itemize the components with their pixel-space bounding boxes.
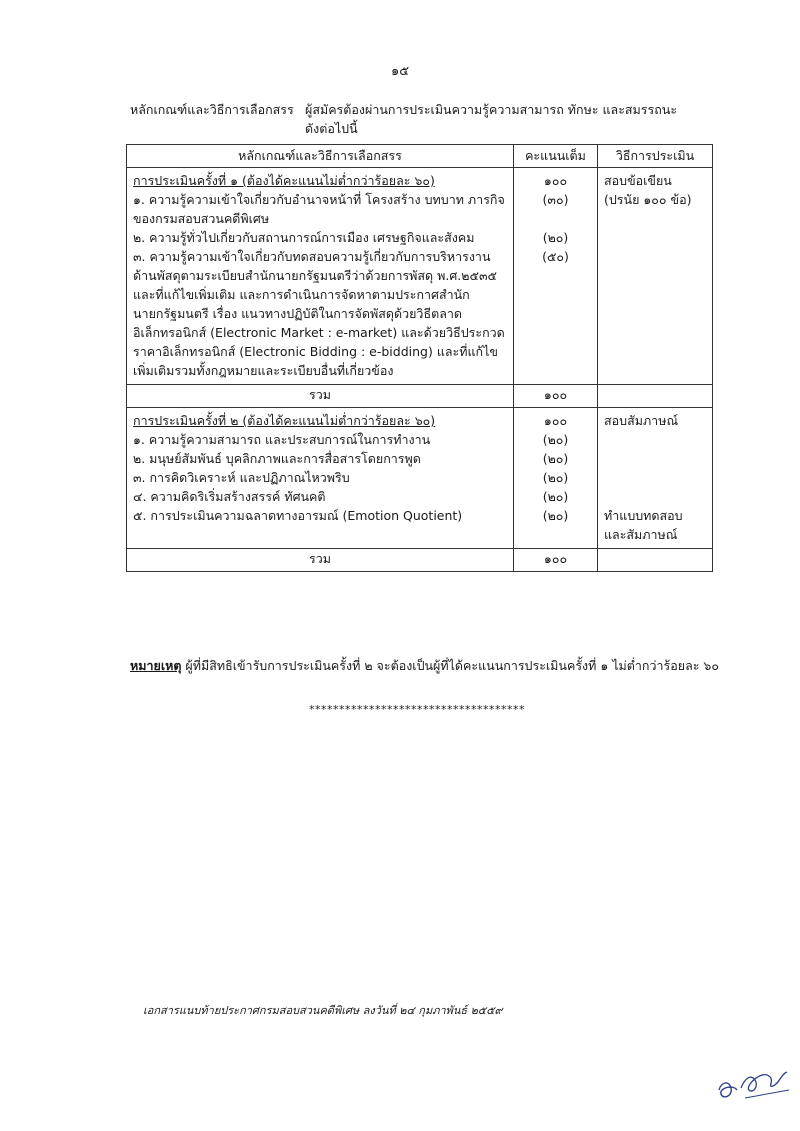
- header-criteria: หลักเกณฑ์และวิธีการเลือกสรร: [127, 145, 514, 168]
- round2-total-score: ๑๐๐: [514, 549, 598, 572]
- round2-criteria-cell: [127, 408, 514, 549]
- round1-row: [127, 168, 713, 385]
- round2-item-line: ๕. การประเมินความฉลาดทางอารมณ์ (Emotion Quotient): [133, 508, 463, 523]
- round2-score-cell: [514, 408, 598, 549]
- round2-item-spacer: [133, 525, 507, 544]
- round2-item-line: ๔. ความคิดริเริ่มสร้างสรรค์ ทัศนคติ: [133, 489, 326, 504]
- round1-item-line: ราคาอิเล็กทรอนิกส์ (Electronic Bidding : e-bidding) และที่แก้ไข: [133, 344, 498, 359]
- round1-item-line: ๑. ความรู้ความเข้าใจเกี่ยวกับอำนาจหน้าที่ โครงสร้าง บทบาท ภารกิจ: [133, 192, 505, 207]
- round1-method: (ปรนัย ๑๐๐ ข้อ): [604, 192, 692, 207]
- round1-item-line: ของกรมสอบสวนคดีพิเศษ: [133, 211, 270, 226]
- footer-note: เอกสารแนบท้ายประกาศกรมสอบสวนคดีพิเศษ ลงวันที่ ๒๔ กุมภาพันธ์ ๒๕๕๙: [143, 1004, 503, 1017]
- round1-score: (๒๐): [542, 230, 569, 245]
- round1-item-line: ๒. ความรู้ทั่วไปเกี่ยวกับสถานการณ์การเมือง เศรษฐกิจและสังคม: [133, 230, 475, 245]
- criteria-intro-text: ผู้สมัครต้องผ่านการประเมินความรู้ความสามารถ ทักษะ และสมรรถนะดังต่อไปนี้: [305, 102, 678, 136]
- round1-item-line: อิเล็กทรอนิกส์ (Electronic Market : e-market) และด้วยวิธีประกวด: [133, 325, 505, 340]
- table-header-row: [127, 145, 713, 168]
- round1-score: ๑๐๐: [543, 173, 568, 188]
- criteria-intro-label: หลักเกณฑ์และวิธีการเลือกสรร: [130, 102, 294, 117]
- round2-method-cell: [598, 408, 713, 549]
- header-full-score: คะแนนเต็ม: [514, 145, 598, 168]
- round2-score: ๑๐๐: [543, 413, 568, 428]
- round2-score: (๒๐): [542, 451, 569, 466]
- round2-method: ทำแบบทดสอบ: [604, 508, 683, 523]
- round1-method-cell: [598, 168, 713, 385]
- round1-item-line: ๓. ความรู้ความเข้าใจเกี่ยวกับทดสอบความรู้เกี่ยวกับการบริหารงาน: [133, 249, 491, 264]
- round1-item-line: เพิ่มเติมรวมทั้งกฎหมายและระเบียบอื่นที่เกี่ยวข้อง: [133, 363, 394, 378]
- round2-total-label: รวม: [127, 549, 514, 572]
- remark-label: หมายเหตุ: [130, 658, 182, 673]
- signature-scribble: [715, 1060, 795, 1105]
- criteria-table: [126, 144, 713, 572]
- round1-heading: การประเมินครั้งที่ ๑ (ต้องได้คะแนนไม่ต่ำกว่าร้อยละ ๖๐): [133, 173, 435, 188]
- round1-item-line: นายกรัฐมนตรี เรื่อง แนวทางปฏิบัติในการจัดพัสดุด้วยวิธีตลาด: [133, 306, 462, 321]
- round1-score: [520, 209, 591, 228]
- round1-criteria-cell: [127, 168, 514, 385]
- round2-method-spacer: [604, 449, 706, 468]
- round2-method-spacer: [604, 468, 706, 487]
- round2-score: (๒๐): [542, 470, 569, 485]
- remark: [130, 656, 730, 676]
- round2-total-method: [598, 549, 713, 572]
- round2-method-spacer: [604, 487, 706, 506]
- round1-total-row: [127, 385, 713, 408]
- round1-method: สอบข้อเขียน: [604, 173, 672, 188]
- round2-item-line: ๒. มนุษย์สัมพันธ์ บุคลิกภาพและการสื่อสารโดยการพูด: [133, 451, 421, 466]
- round1-score: (๕๐): [542, 249, 569, 264]
- round2-method: สอบสัมภาษณ์: [604, 413, 679, 428]
- round2-item-line: ๓. การคิดวิเคราะห์ และปฏิภาณไหวพริบ: [133, 470, 350, 485]
- round1-item-line: และที่แก้ไขเพิ่มเติม และการดำเนินการจัดหาตามประกาศสำนัก: [133, 287, 470, 302]
- round2-score: (๒๐): [542, 432, 569, 447]
- round2-method-spacer: [604, 430, 706, 449]
- round1-score-cell: [514, 168, 598, 385]
- round2-item-line: ๑. ความรู้ความสามารถ และประสบการณ์ในการทำงาน: [133, 432, 431, 447]
- round2-heading: การประเมินครั้งที่ ๒ (ต้องได้คะแนนไม่ต่ำกว่าร้อยละ ๖๐): [133, 413, 436, 428]
- remark-text: ผู้ที่มีสิทธิเข้ารับการประเมินครั้งที่ ๒ จะต้องเป็นผู้ที่ได้คะแนนการประเมินครั้งที่ ๑ ไม่ต่ำกว่าร้อยละ ๖๐: [181, 658, 719, 673]
- separator-stars: ************************************: [309, 703, 525, 716]
- round1-total-score: ๑๐๐: [514, 385, 598, 408]
- round1-total-method: [598, 385, 713, 408]
- header-method: วิธีการประเมิน: [598, 145, 713, 168]
- round2-row: [127, 408, 713, 549]
- round1-score: (๓๐): [542, 192, 569, 207]
- round1-total-label: รวม: [127, 385, 514, 408]
- criteria-intro: [130, 100, 690, 138]
- round2-total-row: [127, 549, 713, 572]
- round2-score: (๒๐): [542, 489, 569, 504]
- round1-item-line: ด้านพัสดุตามระเบียบสำนักนายกรัฐมนตรีว่าด้วยการพัสดุ พ.ศ.๒๕๓๕: [133, 268, 497, 283]
- round2-method: และสัมภาษณ์: [604, 527, 678, 542]
- page-number: ๑๕: [390, 64, 410, 79]
- round2-score: (๒๐): [542, 508, 569, 523]
